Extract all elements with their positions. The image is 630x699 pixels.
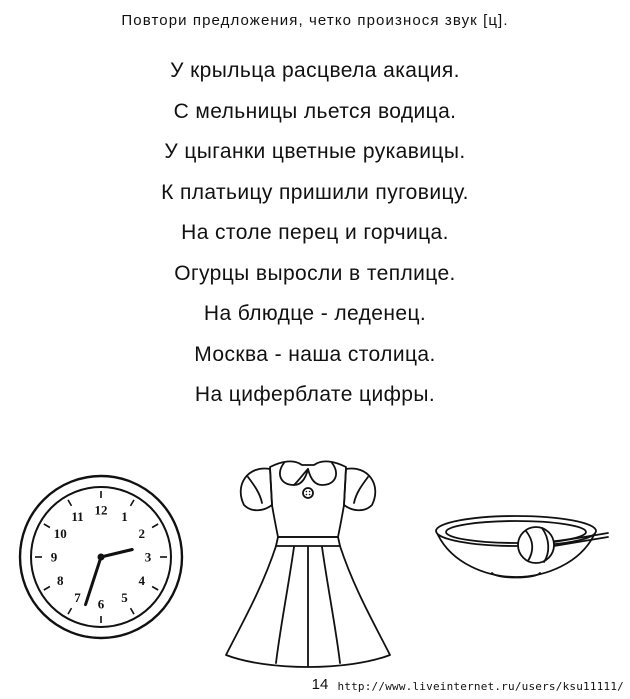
sentence-8: Москва - наша столица.	[194, 342, 436, 366]
clock-numeral: 1	[121, 508, 128, 524]
plate-with-lollipop-icon	[430, 507, 620, 587]
sentence-3: У цыганки цветные рукавицы.	[164, 140, 466, 163]
sentence-4: К платьицу пришили пуговицу.	[161, 180, 469, 204]
clock-numeral: 10	[53, 526, 67, 541]
clock-numeral: 4	[138, 573, 145, 588]
dress-icon	[218, 449, 398, 669]
clock-tick	[68, 608, 72, 614]
exercise-heading: Повтори предложения, четко произнося звук [ц].	[121, 12, 509, 29]
clock-tick	[44, 587, 50, 591]
clock-numeral: 6	[97, 596, 105, 612]
clock-numeral: 9	[50, 549, 58, 565]
clock-icon	[16, 472, 186, 642]
page-number: 14	[311, 676, 329, 693]
clock-numeral: 11	[71, 508, 84, 524]
clock-tick	[152, 524, 158, 528]
clock-tick	[152, 587, 158, 591]
sentence-7: На блюдце - леденец.	[203, 302, 427, 325]
sentence-5: На столе перец и горчица.	[181, 221, 449, 244]
clock-tick	[131, 500, 135, 506]
clock-numeral: 3	[144, 549, 152, 565]
source-url: http://www.liveinternet.ru/users/ksu11111/	[337, 680, 624, 693]
clock-tick	[68, 500, 72, 506]
sentence-6: Огурцы выросли в теплице.	[174, 261, 456, 285]
sentence-9: На циферблате цифры.	[194, 383, 436, 406]
clock-tick	[44, 524, 50, 528]
sentence-list	[0, 58, 630, 423]
clock-numeral: 5	[121, 590, 128, 606]
clock-numeral: 8	[57, 573, 64, 588]
sentence-2: С мельницы льется водица.	[173, 99, 457, 123]
clock-numeral: 2	[138, 526, 145, 541]
clock-numeral: 7	[74, 590, 81, 606]
clock-numeral: 12	[94, 502, 108, 518]
sentence-1: У крыльца расцвела акация.	[170, 59, 460, 82]
clock-tick	[131, 608, 135, 614]
